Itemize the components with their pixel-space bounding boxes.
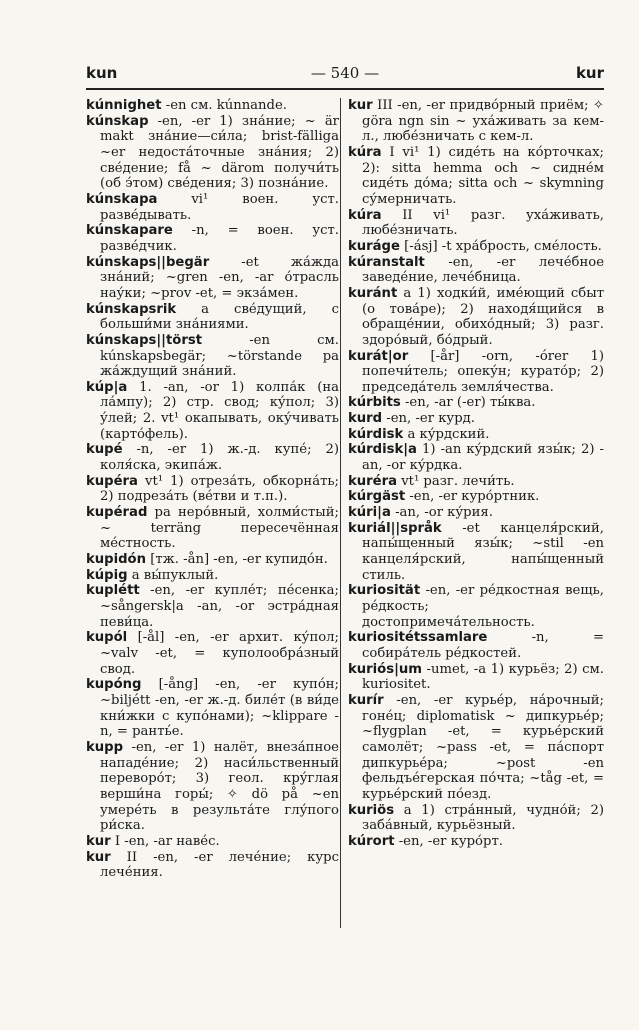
headword: kuriös [348, 802, 395, 818]
headword: kúra [348, 144, 382, 160]
headword: kúrgäst [348, 489, 406, 505]
dictionary-entry: kúrbits -en, -ar (-er) ты́ква. [348, 395, 536, 411]
dictionary-entry: kuránt a 1) ходки́й, име́ющий сбыт (о това́ре); 2) находя́щийся в обраще́нии, обихо́дный; 3) разг. здоро́вый, бо́дрый. [348, 285, 604, 348]
dictionary-entry: kuriós|um -umet, -a 1) курьёз; 2) см. kuriositet. [348, 661, 604, 693]
headword: kúpig [86, 567, 128, 583]
page-number: — 540 — [310, 64, 380, 82]
headword: kur [86, 849, 111, 865]
dictionary-entry: kúrgäst -en, -er куро́ртник. [348, 489, 540, 505]
headword: kur [348, 98, 373, 113]
left-column [86, 98, 339, 881]
dictionary-entry: kúnskapsrik a све́дущий, с больши́ми зна́ниями. [86, 301, 339, 333]
dictionary-entry: kurát|or [-år] -orn, -órer 1) попечи́тель; опеку́н; курато́р; 2) председа́тель земля́чества. [348, 348, 604, 395]
headword: kúrdisk [348, 426, 404, 442]
dictionary-entry: kuplétt -en, -er купле́т; пе́сенка; ~sångersk|a -an, -or эстра́дная певи́ца. [86, 583, 339, 630]
dictionary-entry: kúrort -en, -er куро́рт. [348, 833, 503, 849]
headword: kupé [86, 442, 123, 458]
dictionary-entry: kur II -en, -er лече́ние; курс лече́ния. [86, 849, 339, 881]
headword: kúnskapsrik [86, 301, 177, 317]
headword: kúrdisk|a [348, 442, 417, 458]
headword: kuplétt [86, 583, 140, 599]
dictionary-entry: kupp -en, -er 1) налёт, внеза́пное нападе́ние; 2) наси́льственный переворо́т; 3) геол. кру́глая верши́на горы́; ✧ dö på ~en умере́ть в результа́те глу́пого ри́ска. [86, 739, 339, 834]
column-divider [340, 98, 341, 928]
headword: kupidón [86, 552, 147, 568]
headword: kurír [348, 692, 384, 708]
headword: kúnnighet [86, 98, 162, 113]
headword: kúnskap [86, 113, 149, 129]
dictionary-entry: kuriositétssamlare -n, = собира́тель ре́дкостей. [348, 630, 604, 661]
dictionary-entry: kúrdisk a ку́рдский. [348, 426, 490, 442]
headword: kúnskaps||begär [86, 254, 210, 270]
headword: kúp|a [86, 379, 128, 395]
right-guide-word: kur [575, 64, 604, 82]
dictionary-entry: kúp|a 1. -an, -or 1) колпа́к (на ла́мпу); 2) стр. свод; ку́пол; 3) у́лей; 2. vt¹ окапывать, оку́чивать (карто́фель). [86, 379, 339, 442]
dictionary-entry: kurír -en, -er курье́р, на́рочный; гоне́ц; diplomatisk ~ дипкурье́р; ~flygplan -et, = курье́рский самолёт; ~pass -et, = па́спорт дипкурье́ра; ~post -en фельдъе́герская по́чта; ~tåg -et, = курье́рский по́езд. [348, 692, 604, 802]
dictionary-entry: kuriös a 1) стра́нный, чудно́й; 2) заба́вный, курьёзный. [348, 802, 604, 834]
headword: kúranstalt [348, 254, 425, 270]
dictionary-entry: kúnnighet -en см. kúnnande. [86, 98, 287, 113]
headword: kurát|or [348, 348, 409, 364]
headword: kúrbits [348, 395, 401, 411]
dictionary-entry: kuriál||språk -et канцеля́рский, напы́щенный язы́к; ~stil -en канцеля́рский, напы́щенный стиль. [348, 520, 604, 583]
dictionary-entry: kúrdisk|a 1) -an ку́рдский язы́к; 2) -an, -or ку́рдка. [348, 442, 604, 474]
dictionary-entry: kurd -en, -er курд. [348, 411, 475, 427]
dictionary-entry: kúnskapare -n, = воен. уст. разве́дчик. [86, 223, 339, 254]
dictionary-entry: kúra II vi¹ разг. уха́живать, любе́зничать. [348, 207, 604, 239]
dictionary-entry: kúra I vi¹ 1) сиде́ть на ко́рточках; 2): sitta hemma och ~ сидне́м сиде́ть до́ма; sitta och ~ skymning су́мерничать. [348, 144, 604, 207]
running-header [86, 64, 604, 86]
headword: kúnskapa [86, 191, 158, 207]
headword: kupérad [86, 505, 148, 521]
headword: kuriosität [348, 583, 421, 599]
dictionary-entry: kuréra vt¹ разг. лечи́ть. [348, 473, 515, 489]
dictionary-entry: kúranstalt -en, -er лече́бное заведе́ние, лече́бница. [348, 254, 604, 286]
headword: kupéra [86, 473, 138, 489]
headword: kuránt [348, 285, 398, 301]
headword: kur [86, 833, 111, 849]
dictionary-entry: kupérad pa неро́вный, холми́стый; ~ terräng пересечённая ме́стность. [86, 505, 339, 552]
right-column [348, 98, 604, 850]
dictionary-entry: kúnskaps||begär -et жа́жда зна́ний; ~gren -en, -ar о́трасль нау́ки; ~prov -et, = экза́мен. [86, 254, 339, 301]
headword: kuréra [348, 473, 398, 489]
dictionary-entry: kuriosität -en, -er ре́дкостная вещь, ре́дкость; достопримеча́тельность. [348, 583, 604, 630]
dictionary-entry: kúpig a вы́пуклый. [86, 567, 219, 583]
dictionary-entry: kúnskapa vi¹ воен. уст. разве́дывать. [86, 191, 339, 223]
header-rule [86, 88, 604, 90]
headword: kuriositétssamlare [348, 630, 488, 646]
dictionary-entry: kur I -en, -ar наве́с. [86, 833, 220, 849]
headword: kúnskapare [86, 223, 173, 239]
dictionary-entry: kúnskaps||törst -en см. kúnskapsbegär; ~törstande pa жа́ждущий зна́ний. [86, 332, 339, 380]
headword: kúnskaps||törst [86, 332, 203, 348]
headword: kuriós|um [348, 661, 423, 677]
left-guide-word: kun [86, 64, 118, 82]
dictionary-entry: kupé -n, -er 1) ж.-д. купе́; 2) коля́ска, экипа́ж. [86, 442, 339, 474]
dictionary-entry: kur III -en, -er придво́рный приём; ✧ göra ngn sin ~ уха́живать за кем-л., любе́зничать с кем-л. [348, 98, 604, 145]
dictionary-entry: kupidón [тж. -ån] -en, -er купидо́н. [86, 552, 328, 568]
headword: kupóng [86, 677, 142, 693]
headword: kúrort [348, 833, 395, 849]
dictionary-entry: kupól [-ål] -en, -er архит. ку́пол; ~valv -et, = куполообра́зный свод. [86, 630, 339, 677]
headword: kupól [86, 630, 128, 646]
headword: kúri|a [348, 505, 391, 521]
headword: kurd [348, 411, 383, 427]
headword: kupp [86, 739, 124, 755]
headword: kuráge [348, 238, 400, 254]
dictionary-entry: kuráge [-ásj] -t хра́брость, сме́лость. [348, 238, 602, 254]
dictionary-entry: kupéra vt¹ 1) отреза́ть, обкорна́ть; 2) подреза́ть (ве́тви и т.п.). [86, 473, 339, 505]
dictionary-entry: kúri|a -an, -or ку́рия. [348, 505, 493, 521]
headword: kuriál||språk [348, 520, 442, 536]
dictionary-entry: kúnskap -en, -er 1) зна́ние; ~ är makt зна́ние—си́ла; brist-fälliga ~er недоста́точные зна́ния; 2) све́дение; få ~ därom получи́ть (об э́том) све́дения; 3) позна́ние. [86, 113, 339, 192]
headword: kúra [348, 207, 382, 223]
dictionary-entry: kupóng [-ång] -en, -er купо́н; ~biljétt -en, -er ж.-д. биле́т (в ви́де кни́жки с купо́нами); ~klippare -n, = ранть́е. [86, 677, 339, 740]
